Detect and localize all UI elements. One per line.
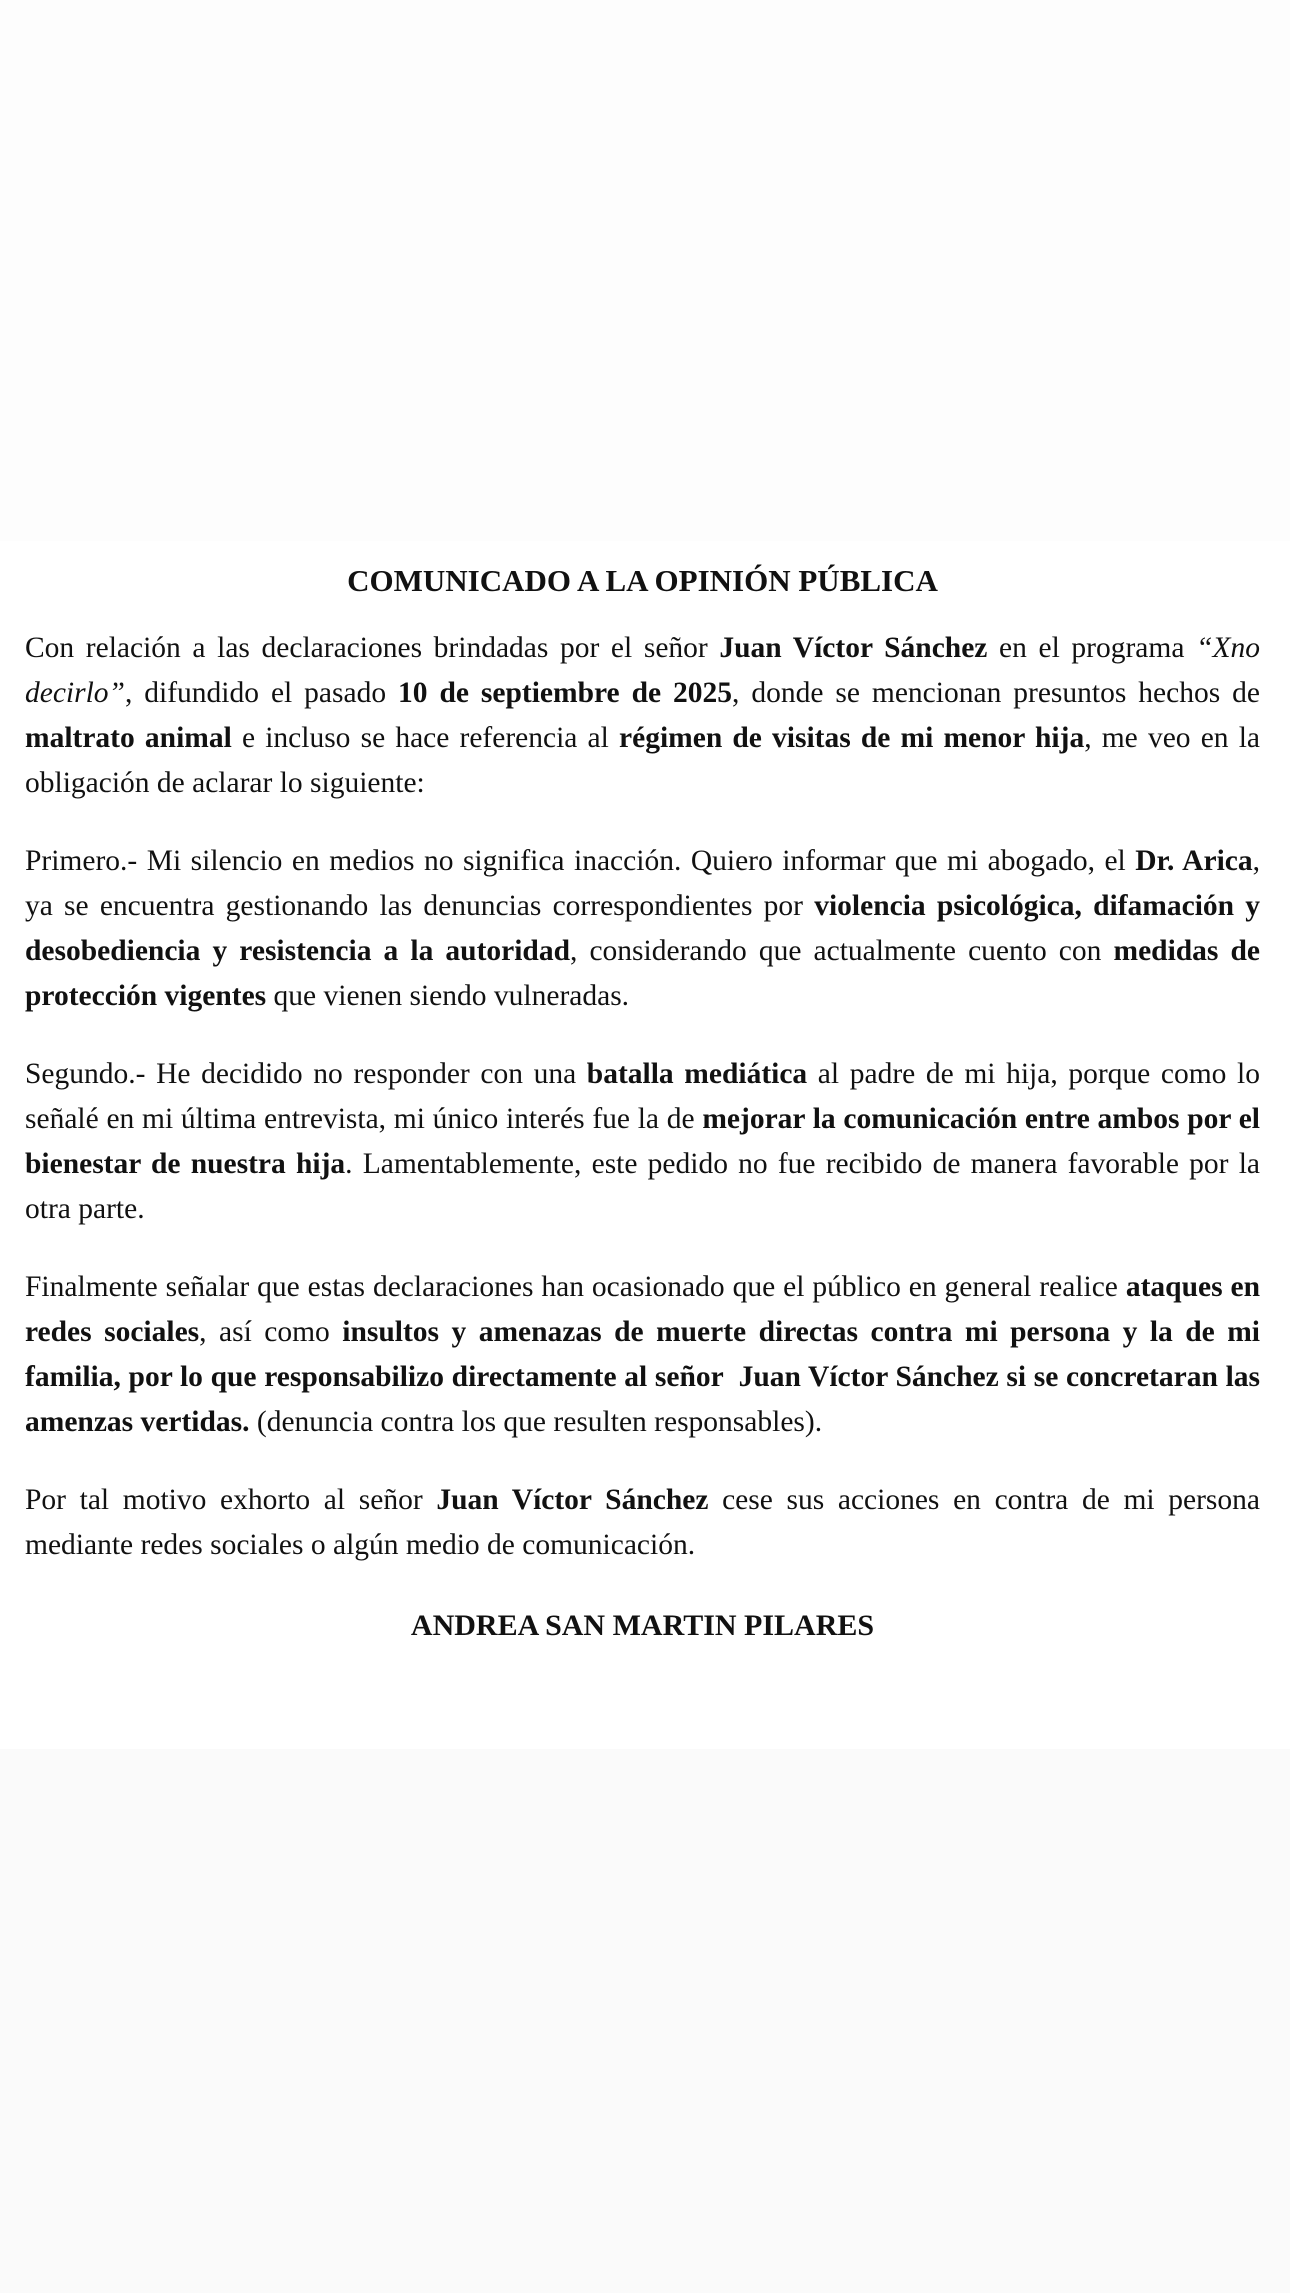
text-segment-bold: violencia psicológica, difamación y desobediencia y resistencia a la autoridad: [25, 890, 1268, 967]
text-segment-normal: , donde se mencionan presuntos hechos de: [732, 677, 1268, 709]
text-segment-italic: “Xno decirlo”: [25, 632, 1268, 709]
text-segment-normal: Con relación a las declaraciones brindadas por el señor: [25, 632, 720, 664]
signature: ANDREA SAN MARTIN PILARES: [410, 1609, 875, 1642]
text-segment-bold: ataques en redes sociales: [25, 1271, 1268, 1348]
paragraph-exhortation: [25, 1478, 1268, 1568]
text-segment-normal: (denuncia contra los que resulten responsables).: [249, 1406, 823, 1438]
text-segment-bold: batalla mediática: [586, 1058, 808, 1090]
text-segment-bold: Juan Víctor Sánchez: [436, 1484, 709, 1516]
text-segment-bold: 10 de septiembre de 2025: [398, 677, 733, 709]
text-segment-normal: en el programa: [987, 632, 1197, 664]
text-segment-normal: al padre de mi hija, porque como lo señalé en mi última entrevista, mi único interés fue la de: [25, 1058, 1268, 1135]
text-segment-normal: Finalmente señalar que estas declaraciones han ocasionado que el público en general realice: [25, 1271, 1126, 1303]
text-segment-bold: mejorar la comunicación entre ambos por el bienestar de nuestra hija: [25, 1103, 1268, 1180]
paragraph-primero: [25, 839, 1268, 1019]
top-blank-area: [0, 0, 1290, 541]
text-segment-normal: , considerando que actualmente cuento con: [570, 935, 1114, 967]
bottom-blank-area: [0, 1749, 1290, 2293]
document-title: COMUNICADO A LA OPINIÓN PÚBLICA: [347, 563, 938, 598]
text-segment-normal: , así como: [199, 1316, 343, 1348]
paragraph-finalmente: [25, 1265, 1268, 1445]
text-segment-normal: Primero.- Mi silencio en medios no significa inacción. Quiero informar que mi abogado, el: [25, 845, 1136, 877]
text-segment-bold: régimen de visitas de mi menor hija: [619, 722, 1085, 754]
paragraph-intro: [25, 626, 1268, 806]
text-segment-bold: insultos y amenazas de muerte directas contra mi persona y la de mi familia, por lo que responsabilizo directamente al señor Juan Víctor Sánchez si se concretaran las amenzas vertidas.: [25, 1316, 1268, 1438]
text-segment-bold: Dr. Arica: [1135, 845, 1253, 877]
text-segment-normal: Segundo.- He decidido no responder con una: [25, 1058, 587, 1090]
text-segment-normal: , difundido el pasado: [124, 677, 399, 709]
text-segment-normal: , ya se encuentra gestionando las denuncias correspondientes por: [25, 845, 1268, 922]
text-segment-normal: que vienen siendo vulneradas.: [266, 980, 630, 1012]
text-segment-normal: . Lamentablemente, este pedido no fue recibido de manera favorable por la otra parte.: [25, 1148, 1268, 1225]
press-release-document: [0, 541, 1290, 1749]
text-segment-normal: e incluso se hace referencia al: [231, 722, 620, 754]
text-segment-bold: Juan Víctor Sánchez: [719, 632, 988, 664]
text-segment-bold: maltrato animal: [25, 722, 232, 754]
text-segment-normal: , me veo en la obligación de aclarar lo siguiente:: [25, 722, 1268, 799]
text-segment-bold: medidas de protección vigentes: [25, 935, 1268, 1012]
text-segment-normal: Por tal motivo exhorto al señor: [25, 1484, 437, 1516]
text-segment-normal: cese sus acciones en contra de mi persona mediante redes sociales o algún medio de comunicación.: [25, 1484, 1268, 1561]
paragraph-segundo: [25, 1052, 1268, 1232]
